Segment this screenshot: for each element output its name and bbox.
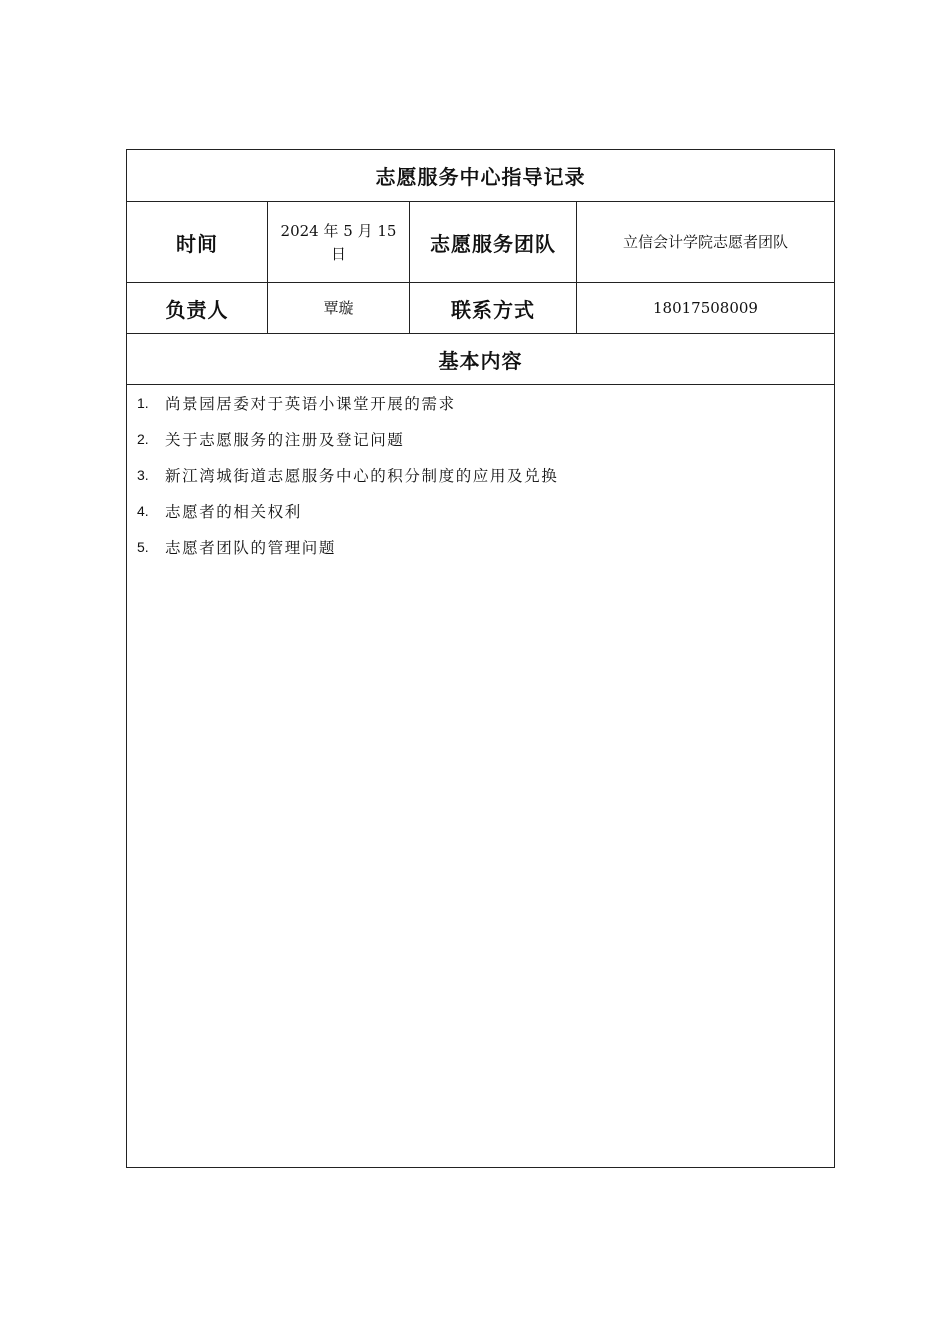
title-row [127, 150, 834, 202]
contact-value-cell [577, 283, 834, 333]
list-item [127, 457, 834, 493]
content-list [127, 385, 834, 565]
contact-label-cell [410, 283, 577, 333]
info-row-leader-contact [127, 283, 834, 334]
list-item-number: 1. [137, 395, 149, 411]
list-item [127, 529, 834, 565]
contact-label: 联系方式 [451, 297, 535, 322]
list-item-text: 志愿者的相关权利 [165, 503, 302, 521]
time-value: 2024 年 5 月 15 日 [280, 222, 397, 263]
list-item-number: 3. [137, 467, 149, 483]
team-label-cell [410, 202, 577, 282]
table-title: 志愿服务中心指导记录 [375, 165, 586, 189]
list-item-number: 4. [137, 503, 149, 519]
table-title-cell [127, 150, 834, 201]
leader-value-cell [268, 283, 410, 333]
list-item-number: 5. [137, 539, 149, 555]
list-item [127, 421, 834, 457]
list-item-text: 关于志愿服务的注册及登记问题 [165, 431, 405, 449]
team-label: 志愿服务团队 [430, 231, 556, 256]
guidance-record-table [126, 149, 835, 1168]
time-label-cell [127, 202, 268, 282]
info-row-time-team [127, 202, 834, 283]
leader-label-cell [127, 283, 268, 333]
leader-value: 覃璇 [323, 298, 354, 317]
time-label: 时间 [176, 231, 218, 256]
contact-value: 18017508009 [653, 298, 758, 317]
team-value: 立信会计学院志愿者团队 [622, 232, 788, 251]
list-item-text: 尚景园居委对于英语小课堂开展的需求 [165, 395, 456, 413]
leader-label: 负责人 [165, 297, 229, 322]
team-value-cell [577, 202, 834, 282]
list-item [127, 493, 834, 529]
time-value-cell [268, 202, 410, 282]
section-title: 基本内容 [438, 348, 523, 373]
section-title-cell [127, 334, 834, 384]
list-item [127, 385, 834, 421]
list-item-number: 2. [137, 431, 149, 447]
list-item-text: 志愿者团队的管理问题 [165, 539, 337, 557]
section-header-row [127, 334, 834, 385]
list-item-text: 新江湾城街道志愿服务中心的积分制度的应用及兑换 [165, 467, 559, 485]
